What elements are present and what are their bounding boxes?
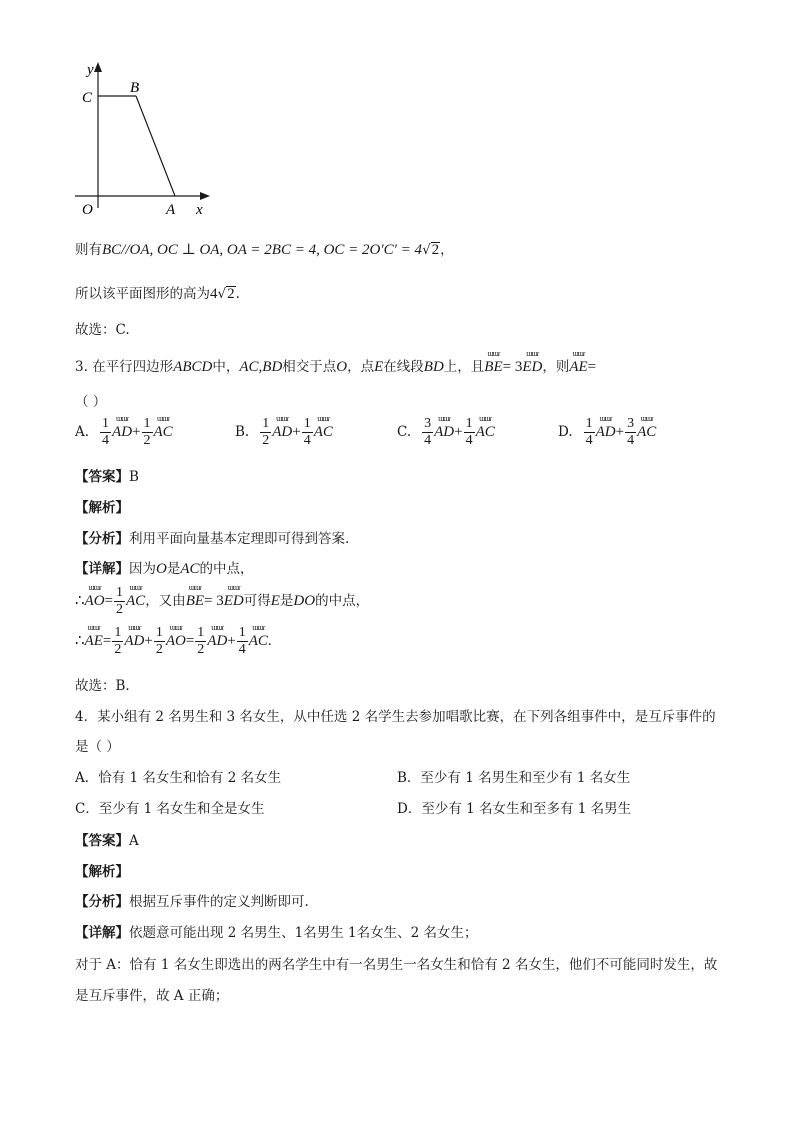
- q3-acbd: AC,BD: [239, 359, 283, 375]
- frac-num: 1: [585, 416, 593, 431]
- q3-detail-1: [75, 557, 254, 578]
- q4-option-b[interactable]: B．至少有 1 名男生和至少有 1 名女生: [397, 770, 631, 786]
- q4-fenxi: [75, 890, 309, 910]
- plus: +: [292, 423, 301, 440]
- answer-value: B: [129, 469, 139, 485]
- y-axis-arrow: [94, 62, 102, 72]
- vec-ad: ɯɯɾ AD: [596, 424, 616, 441]
- vec-ad: ɯɯɾ AD: [272, 424, 292, 441]
- equals: =: [104, 592, 114, 609]
- q3-text1: 在平行四边形: [92, 359, 174, 375]
- q3-text5: 在线段: [383, 359, 424, 375]
- frac-num: 1: [238, 625, 246, 640]
- label-y: y: [87, 62, 94, 78]
- vec-ae: ɯɯɾ AE: [85, 633, 103, 650]
- q3-text3: 相交于点: [282, 359, 337, 375]
- trapezoid-figure: [70, 58, 220, 223]
- q3-vec-ed: ɯɯɾ ED: [522, 359, 542, 376]
- plus: +: [615, 423, 625, 440]
- frac-num: 1: [114, 625, 122, 640]
- detail-text: 是: [279, 592, 294, 609]
- detail-text: 因为: [129, 561, 156, 577]
- vec-ad: ɯɯɾ AD: [434, 424, 454, 441]
- detail-text: ，又由: [145, 592, 186, 609]
- frac-num: 1: [197, 625, 205, 640]
- math-o: O: [156, 561, 167, 577]
- frac-num: 1: [465, 416, 473, 431]
- plus: +: [227, 632, 236, 649]
- frac-den: 2: [155, 642, 163, 657]
- frac-num: 1: [262, 416, 270, 431]
- vec-ao: ɯɯɾ AO: [166, 633, 186, 650]
- vec-ad: ɯɯɾ AD: [207, 633, 227, 650]
- l1-end: ，: [440, 242, 454, 258]
- q3-eq-end: =: [587, 359, 597, 375]
- frac-den: 2: [197, 642, 205, 657]
- frac-num: 3: [424, 416, 432, 431]
- l2-coef: 4: [210, 286, 218, 302]
- equals: =: [102, 632, 112, 649]
- frac-den: 2: [262, 433, 270, 448]
- segment-ba: [136, 96, 175, 196]
- q3-text6: 上，且: [443, 359, 485, 375]
- q3-e: E: [374, 359, 384, 375]
- fenxi-text: 根据互斥事件的定义判断即可.: [129, 894, 309, 910]
- vec-ad: ɯɯɾ AD: [112, 424, 132, 441]
- q3-fenxi: [75, 527, 349, 547]
- option-label: C.: [397, 423, 412, 440]
- equals-3: = 3: [204, 592, 224, 609]
- q3-eq3: = 3: [502, 359, 523, 375]
- option-label: B.: [235, 423, 250, 440]
- fenxi-label: 【分析】: [75, 894, 129, 910]
- detail-label: 【详解】: [75, 561, 129, 577]
- q3-text2: 中，: [212, 359, 240, 375]
- q3-vec-be: ɯɯɾ BE: [484, 359, 502, 376]
- label-x: x: [196, 202, 203, 218]
- vec-ac: ɯɯɾ AC: [637, 424, 656, 441]
- q4-stem-line1: 4．某小组有 2 名男生和 3 名女生，从中任选 2 名学生去参加唱歌比赛，在下列各组事件中，是互斥事件的: [75, 709, 716, 725]
- frac-den: 4: [102, 433, 110, 448]
- q4-option-c[interactable]: C．至少有 1 名女生和全是女生: [75, 801, 265, 817]
- frac-num: 1: [102, 416, 110, 431]
- vec-ao: ɯɯɾ AO: [85, 593, 105, 610]
- label-o: O: [82, 202, 93, 218]
- line-height: 所以该平面图形的高为4√2.: [75, 286, 240, 302]
- frac-den: 2: [114, 642, 122, 657]
- l2-text: 所以该平面图形的高为: [75, 286, 210, 302]
- frac-den: 4: [585, 433, 593, 448]
- label-b: B: [130, 80, 140, 96]
- q4-option-a[interactable]: A．恰有 1 名女生和恰有 2 名女生: [75, 770, 282, 786]
- q3-analysis-label: 【解析】: [75, 500, 129, 516]
- detail-text: 的中点，: [315, 592, 370, 609]
- q3-vec-ae: ɯɯɾ AE: [569, 359, 587, 376]
- q3-option-c[interactable]: [397, 416, 495, 449]
- vec-ac: ɯɯɾ AC: [314, 424, 333, 441]
- answer-label: 【答案】: [75, 469, 129, 485]
- l1-math: BC//OA, OC ⊥ OA, OA = 2BC = 4, OC = 2O′C′ = 4: [102, 242, 423, 258]
- frac-num: 3: [627, 416, 635, 431]
- q3-option-d[interactable]: [558, 416, 656, 449]
- therefore-sign: ∴: [75, 592, 85, 609]
- l1-prefix: 则有: [75, 242, 102, 258]
- l2-end: .: [235, 286, 240, 302]
- vec-ac: ɯɯɾ AC: [126, 593, 145, 610]
- detail-text: 是: [166, 561, 181, 577]
- q3-paren: （ ）: [75, 394, 107, 410]
- label-a: A: [166, 202, 176, 218]
- plus: +: [144, 632, 153, 649]
- vec-ed: ɯɯɾ ED: [224, 593, 244, 610]
- math-ac: AC: [180, 561, 200, 577]
- detail-text: 依题意可能出现 2 名男生、1名男生 1名女生、2 名女生；: [129, 925, 478, 941]
- math-e: E: [270, 592, 280, 609]
- q3-detail-3: [75, 625, 272, 658]
- q4-answer: [75, 829, 139, 849]
- equals: =: [185, 632, 195, 649]
- q4-detail: [75, 921, 478, 941]
- l2-root: 2: [227, 286, 235, 302]
- q3-text4: ，点: [347, 359, 375, 375]
- therefore-sign: ∴: [75, 632, 85, 649]
- fenxi-label: 【分析】: [75, 531, 129, 547]
- detail-label: 【详解】: [75, 925, 129, 941]
- frac-num: 1: [143, 416, 151, 431]
- frac-num: 1: [116, 585, 124, 600]
- option-label: D.: [558, 423, 573, 440]
- frac-num: 1: [155, 625, 163, 640]
- option-label: A.: [75, 423, 90, 440]
- vec-ac: ɯɯɾ AC: [154, 424, 173, 441]
- frac-den: 4: [238, 642, 246, 657]
- plus: +: [454, 423, 463, 440]
- q3-o: O: [336, 359, 348, 375]
- q4-more-2: 是互斥事件，故 A 正确；: [75, 988, 229, 1004]
- q3-abcd: ABCD: [173, 359, 213, 375]
- frac-den: 4: [424, 433, 432, 448]
- q4-option-d[interactable]: D．至少有 1 名女生和至多有 1 名男生: [397, 801, 632, 817]
- frac-den: 4: [465, 433, 473, 448]
- plus: +: [132, 423, 141, 440]
- l3-choose: 故选：C.: [75, 322, 130, 338]
- q4-more-1: 对于 A：恰有 1 名女生即选出的两名学生中有一名男生一名女生和恰有 2 名女生，他们不可能同时发生，故: [75, 957, 718, 973]
- detail-text: 可得: [243, 592, 271, 609]
- frac-den: 2: [116, 602, 124, 617]
- q3-answer: [75, 465, 139, 485]
- q3-stem: [75, 355, 596, 376]
- period: .: [267, 632, 272, 649]
- q3-option-a[interactable]: [75, 416, 173, 449]
- math-do: DO: [293, 592, 316, 609]
- q3-bd: BD: [423, 359, 444, 375]
- q3-text7: ，则: [542, 359, 570, 375]
- label-c: C: [82, 90, 93, 106]
- line-relations: 则有BC//OA, OC ⊥ OA, OA = 2BC = 4, OC = 2O′C′ = 4√2，: [75, 242, 454, 258]
- frac-den: 4: [627, 433, 635, 448]
- q4-analysis-label: 【解析】: [75, 864, 129, 880]
- q3-number: 3.: [75, 359, 88, 375]
- q4-stem-line2: 是（ ）: [75, 739, 120, 755]
- q3-option-b[interactable]: [235, 416, 333, 449]
- q3-final: 故选：B.: [75, 678, 130, 694]
- vec-ad: ɯɯɾ AD: [124, 633, 144, 650]
- answer-value: A: [129, 833, 139, 849]
- l1-root: 2: [431, 242, 440, 258]
- fenxi-text: 利用平面向量基本定理即可得到答案.: [129, 531, 350, 547]
- vec-ac: ɯɯɾ AC: [476, 424, 495, 441]
- frac-den: 4: [303, 433, 311, 448]
- vec-be: ɯɯɾ BE: [186, 593, 204, 610]
- detail-text: 的中点，: [199, 561, 254, 577]
- answer-label: 【答案】: [75, 833, 129, 849]
- x-axis-arrow: [200, 192, 210, 200]
- vec-ac: ɯɯɾ AC: [249, 633, 268, 650]
- frac-den: 2: [143, 433, 151, 448]
- q3-detail-2: [75, 585, 369, 618]
- frac-num: 1: [303, 416, 311, 431]
